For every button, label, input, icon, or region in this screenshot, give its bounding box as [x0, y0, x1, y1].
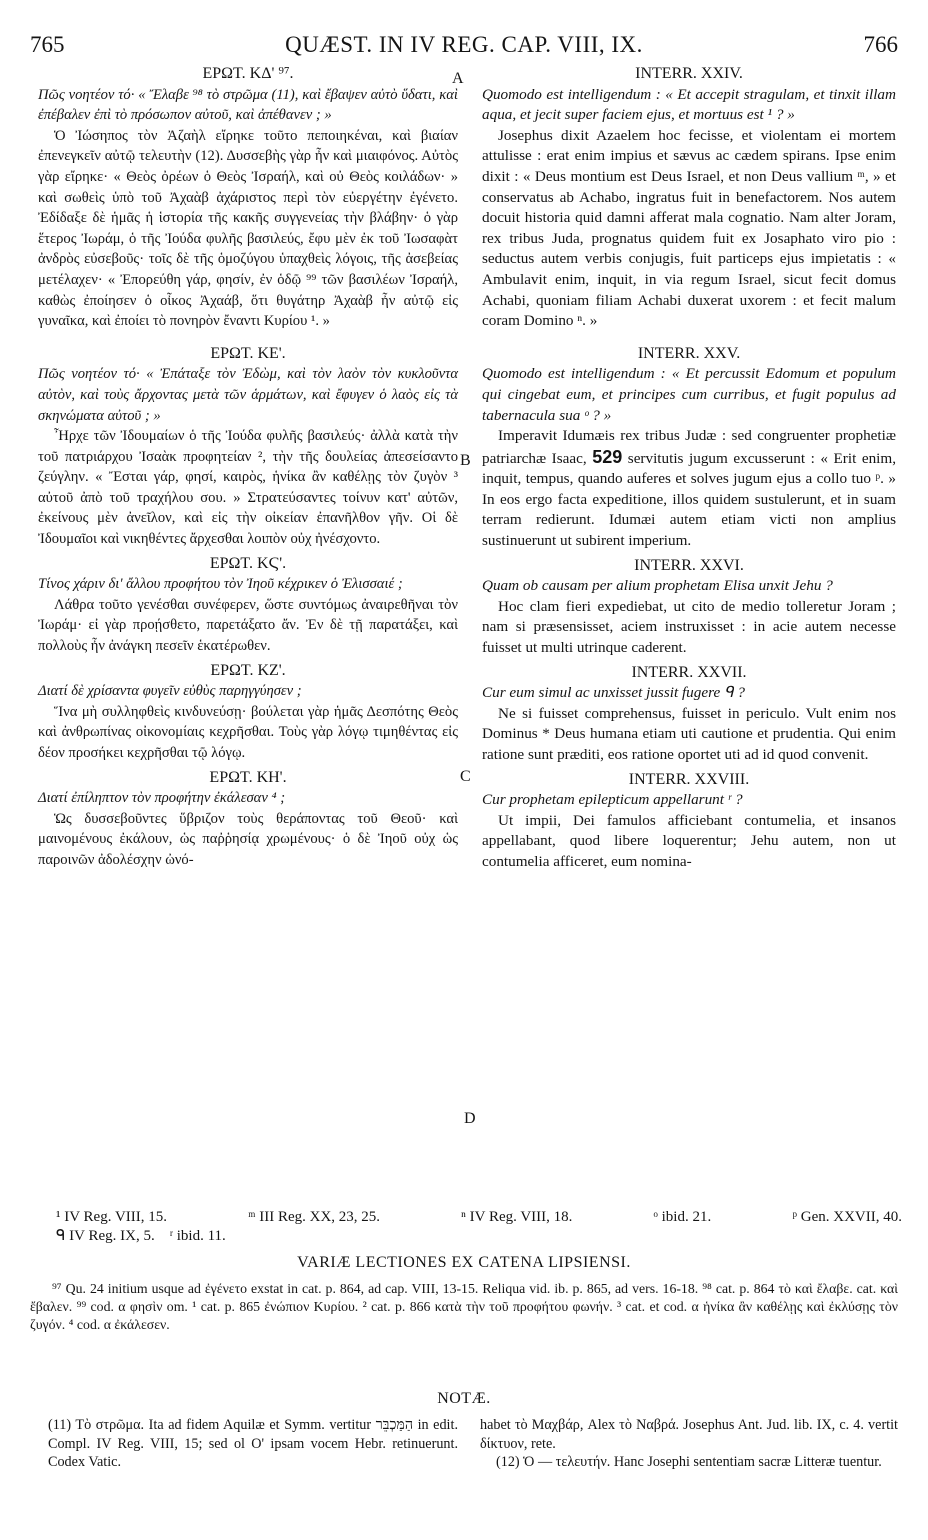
section-heading: INTERR. XXVI. [634, 556, 744, 574]
question-text: Πῶς νοητέον τό· « Ἐπάταξε τὸν Ἐδὼμ, καὶ τὸν λαὸν τὸν κυκλοῦντα αὐτὸν, καὶ τοὺς ἄρχοντας μετὰ τῶν ἁρμάτων, καὶ ἔφυγεν ὁ λαὸς εἰς τὰ σκηνώματα αὐτοῦ ; » [38, 366, 458, 424]
answer-text: Ὁ Ἰώσηπος τὸν Ἀζαὴλ εἴρηκε τοῦτο πεποιηκέναι, καὶ βιαίαν ἐπενεγκεῖν αὐτῷ τελευτὴν (12). Δυσσεβὴς γὰρ ἦν καὶ μιαιφόνος. Αὐτὸς γὰρ εἴρηκε· « Θεὸς ὀρέων ὁ Θεὸς Ἰσραήλ, καὶ οὐ Θεὸς κοιλάδων· » καὶ σωθεὶς ὑπὸ τοῦ Ἀχαὰβ ἀχάριστος περὶ τὸν εὐεργέτην ἐγένετο. Ἐδίδαξε δὲ ἡμᾶς ἡ ἱστορία τῆς κακῆς συγγενείας τὴν βλάβην· ὁ γὰρ ἕτερος Ἰωράμ, ὁ τῆς Ἰούδα φυλῆς βασιλεύς, ἔφυ μὲν ἐκ τοῦ Ἰωσαφὰτ ἀνδρὸς εὐσεβοῦς· τοῖς δὲ τῆς ὁμοζύγου ὑπαχθεὶς λόγοις, τῆς ἀσεβείας μετέλαχεν· « Ἐπορεύθη γάρ, φησίν, ἐν ὁδῷ ⁹⁹ τῶν βασιλέων Ἰσραήλ, καθὼς ἐποίησεν ὁ οἶκος Ἀχαάβ, ὅτι θυγάτηρ Ἀχαὰβ ἦν αὐτῷ εἰς γυναῖκα, καὶ ἐποίει τὸ πονηρὸν ἔναντι Κυρίου ¹. » [38, 127, 458, 330]
footnote: ᑫ IV Reg. IX, 5. [56, 1228, 155, 1244]
answer-text: Josephus dixit Azaelem hoc fecisse, et violentam ei mortem attulisse : erat enim impius et sævus ac cædem spirans. Ipse enim dixit : « Deus montium est Deus Israel, et non Deus vallium ᵐ, » et conservatus ab Achabo, ingratus fuit in benefactorem. Nos autem docuit historia quid damni afferat mala cognatio. Nam alter Joram, rex tribus Juda, prognatus quidem fuit ex Josaphato viro pio : seductus autem verbis conjugis, fuit particeps ejus impietatis : « Ambulavit enim, inquit, in via regum Israel, sicut fecit domus Achabi, quoniam filiam Achabi duxerat uxorem : et fecit malum coram Domino ⁿ. » [482, 126, 896, 330]
question-text: Πῶς νοητέον τό· « Ἔλαβε ⁹⁸ τὸ στρῶμα (11), καὶ ἔβαψεν αὐτὸ ὕδατι, καὶ ἐπέβαλεν ἐπὶ τὸ πρόσωπον αὐτοῦ, καὶ ἀπέθανεν ; » [38, 86, 458, 124]
question-text: Quomodo est intelligendum : « Et accepit stragulam, et tinxit illam aqua, et jecit super faciem ejus, et mortuus est ¹ ? » [482, 85, 896, 124]
answer-text: Ἵνα μὴ συλληφθεὶς κινδυνεύσῃ· βούλεται γὰρ ἡμᾶς Δεσπότης Θεὸς καὶ ἀνθρωπίνας οἰκονομίαις κεχρῆσθαι. Τοὺς γὰρ λόγῳ τιμηθέντας εἰς δέον προσήκει κεχρῆσθαι τῷ λόγῳ. [38, 703, 458, 761]
footnote: ⁿ IV Reg. VIII, 18. [461, 1209, 573, 1225]
footnote: ᵒ ibid. 21. [653, 1209, 712, 1225]
footnote: ¹ IV Reg. VIII, 15. [56, 1209, 168, 1225]
answer-text: Ὡς δυσσεβοῦντες ὕβριζον τοὺς θεράποντας τοῦ Θεοῦ· καὶ μαινομένους ἐκάλουν, ὡς παῤῥησίᾳ χρωμένους· ὁ δὲ Ἰηοῦ οὐχ ὡς παροινῶν ἀδολέσχην ὠνό- [38, 810, 458, 868]
notae-heading: NOTÆ. [437, 1390, 491, 1407]
margin-mark-c: C [460, 768, 471, 785]
question-text: Quam ob causam per alium prophetam Elisa unxit Jehu ? [482, 577, 833, 595]
greek-column [38, 64, 458, 871]
edition-page-number: 529 [592, 446, 623, 467]
answer-text: Ἦρχε τῶν Ἰδουμαίων ὁ τῆς Ἰούδα φυλῆς βασιλεύς· ἀλλὰ κατὰ τὴν τοῦ πατριάρχου Ἰσαὰκ προφητείαν ², τὴν τῆς δουλείας ἀπεσείσαντο ζεύγλην. « Ἔσται γάρ, φησί, καιρὸς, ἡνίκα ἂν καθέλῃς τὸν ζυγὸν ³ αὐτοῦ ἀπὸ τοῦ τραχήλου σου. » Στρατεύσαντες τοίνυν κατ' αὐτῶν, ἐκείνους μὲν ἀνεῖλον, καὶ εἰς τὴν οἰκείαν ἐπανῆλθον γῆν. Οἱ δὲ Ἰδουμαῖοι καὶ νικηθέντες ἄρχεσθαι λοιπὸν οὐχ ἠνέσχοντο. [38, 428, 458, 548]
note-text: (12) Ὁ — τελευτήν. Hanc Josephi sententiam sacræ Litteræ tuentur. [496, 1454, 882, 1470]
page-number-right: 766 [863, 32, 898, 57]
question-text: Cur prophetam epilepticum appellarunt ʳ ? [482, 791, 743, 809]
answer-text [482, 426, 896, 552]
answer-text: Ne si fuisset comprehensus, fuisset in periculo. Vult enim nos Dominus * Deus humana etiam uti cautione et prudentia. Qui enim ratione sunt præditi, eos ratione oportet uti ad id quod convenit. [482, 704, 896, 763]
variae-text: ⁹⁷ Qu. 24 initium usque ad ἐγένετο exstat in cat. p. 864, ad cap. VIII, 13-15. Reliqua vid. ib. p. 865, ad vers. 16-18. ⁹⁸ cat. p. 864 τὸ καὶ ἔλαβε. cat. καὶ ἔβαλεν. ⁹⁹ cod. α φησὶν om. ¹ cat. p. 865 ἐνώπιον Κυρίου. ² cat. p. 866 κατὰ τὴν τοῦ προφήτου φωνήν. ³ cat. et cod. α ἡνίκα ἂν καθέλῃς καὶ ἐκλύσῃς τὸν ζυγόν. ⁴ cod. α ἐκάλεσεν. [30, 1281, 898, 1332]
section-heading: ΕΡΩΤ. ΚϚ'. [209, 554, 287, 572]
footnote: ᵖ Gen. XXVII, 40. [792, 1209, 902, 1225]
margin-mark-b: B [460, 452, 471, 469]
section-heading: ΕΡΩΤ. ΚΗ'. [209, 768, 287, 786]
section-heading: ΕΡΩΤ. ΚΖ'. [210, 661, 286, 679]
section-heading: ΕΡΩΤ. ΚΔ' ⁹⁷. [202, 65, 294, 82]
section-heading: ΕΡΩΤ. ΚΕ'. [210, 344, 286, 362]
answer-text-part: servitutis jugum excusserunt : « Erit enim, inquit, tempus, quando auferes et solves jugum ejus a collo tuo ᵖ. » In eos ergo facta expeditione, illos quidem sustulerunt, et in suam terram redierunt. Idumæi autem etiam victi non amplius sustinuerunt ut subirent imperium. [482, 449, 896, 550]
question-text: Διατί ἐπίληπτον τὸν προφήτην ἐκάλεσαν ⁴ ; [38, 790, 286, 807]
answer-text: Λάθρα τοῦτο γενέσθαι συνέφερεν, ὥστε συντόμως ἀναιρεθῆναι τὸν Ἰωράμ· εἰ γὰρ προῄσθετο, παρετάξατο ἄν. Ἐν δὲ τῇ παρατάξει, καὶ πολλοὺς ἦν ἀνάγκη πεσεῖν ἑκατέρωθεν. [38, 596, 458, 655]
footnote: ᵐ III Reg. XX, 23, 25. [248, 1209, 381, 1225]
margin-mark-a: A [452, 70, 464, 87]
section-heading: INTERR. XXIV. [635, 65, 743, 82]
section-heading: INTERR. XXV. [637, 344, 741, 362]
notae-right [480, 1416, 898, 1472]
question-text: Cur eum simul ac unxisset jussit fugere ᑫ ? [482, 684, 745, 702]
running-title: QUÆST. IN IV REG. CAP. VIII, IX. [285, 32, 643, 57]
page-number-left: 765 [30, 32, 65, 57]
notae-left: (11) Τὸ στρῶμα. Ita ad fidem Aquilæ et Symm. vertitur הַמַּכְבֵּר in edit. Compl. IV Reg. VIII, 15; sed ol O' ipsam vocem Hebr. retinuerunt. Codex Vatic. [48, 1417, 458, 1470]
footnotes [56, 1208, 902, 1246]
note-text: habet τὸ Μαχβάρ, Alex τὸ Ναβρά. Josephus Ant. Jud. lib. IX, c. 4. vertit δίκτυον, rete. [480, 1417, 898, 1452]
latin-column [482, 64, 896, 873]
footnote: ʳ ibid. 11. [169, 1228, 226, 1244]
question-text: Τίνος χάριν δι' ἄλλου προφήτου τὸν Ἰηοῦ κέχρικεν ὁ Ἐλισσαιέ ; [38, 576, 403, 593]
answer-text: Hoc clam fieri expediebat, ut cito de medio tolleretur Joram ; nam si præsensisset, aciem instruxisset : in acie autem necesse fuisset ut multi utrinque caderent. [482, 597, 896, 657]
margin-mark-d: D [464, 1110, 476, 1127]
page-header [30, 32, 898, 62]
section-heading: INTERR. XXVII. [631, 663, 747, 681]
answer-text-part: Imperavit Idumæis rex tribus Judæ : sed congruenter prophetiæ patriarchæ Isaac, [482, 427, 896, 467]
variae-heading: VARIÆ LECTIONES EX CATENA LIPSIENSI. [297, 1254, 631, 1271]
answer-text: Ut impii, Dei famulos afficiebant contumelia, et insanos appellabant, quod libere loquerentur; Jehu autem, non ut contumelia afficeret, eum nomina- [482, 811, 896, 870]
question-text: Διατί δὲ χρίσαντα φυγεῖν εὐθὺς παρηγγύησεν ; [38, 683, 302, 700]
question-text: Quomodo est intelligendum : « Et percussit Edomum et populum qui cingebat eum, et principes cum curribus, et fugit populus ad tabernacula sua ᵒ ? » [482, 365, 896, 424]
section-heading: INTERR. XXVIII. [628, 770, 750, 788]
